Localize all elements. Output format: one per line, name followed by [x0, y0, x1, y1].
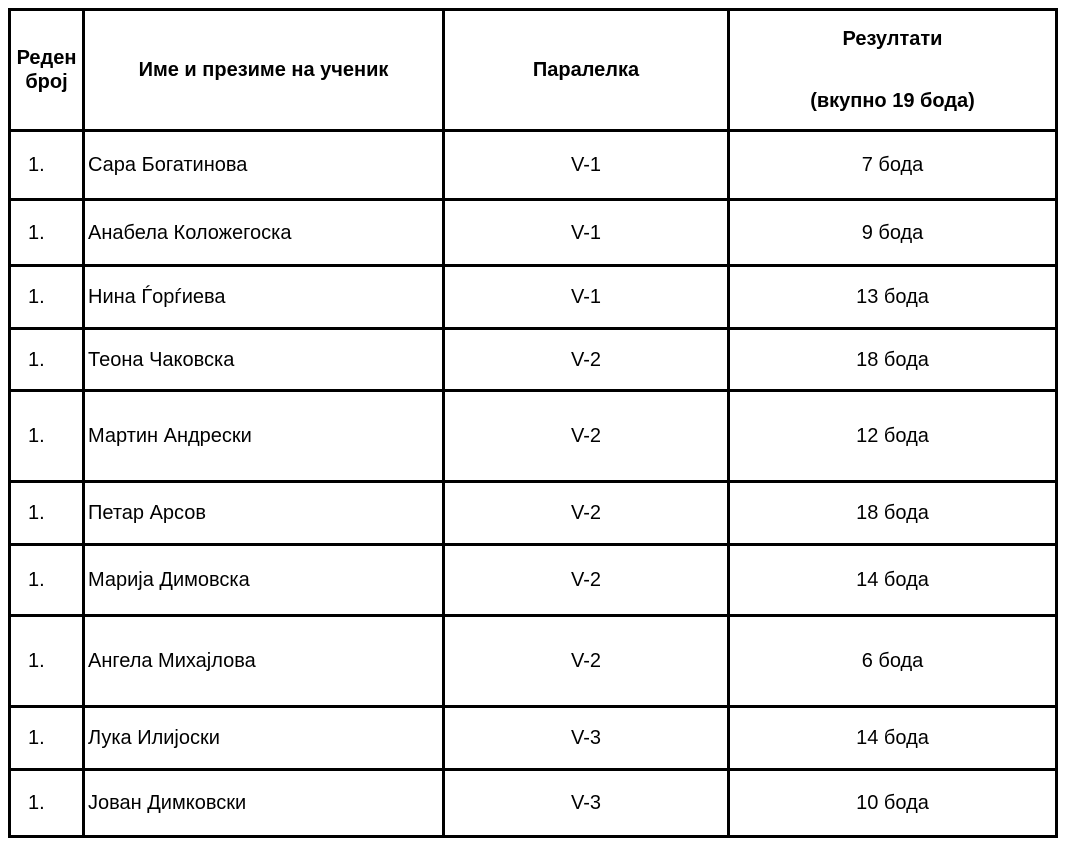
- student-result: 18 бода: [729, 482, 1057, 545]
- student-result: 10 бода: [729, 770, 1057, 837]
- student-result: 9 бода: [729, 200, 1057, 266]
- student-result: 18 бода: [729, 329, 1057, 391]
- row-number: 1.: [10, 131, 84, 200]
- student-result: 13 бода: [729, 266, 1057, 329]
- row-number: 1.: [10, 391, 84, 482]
- row-number: 1.: [10, 616, 84, 707]
- header-results-subtitle: (вкупно 19 бода): [810, 90, 975, 112]
- table-row: [10, 329, 1057, 391]
- row-number: 1.: [10, 545, 84, 616]
- table-row: [10, 200, 1057, 266]
- student-class: V-2: [444, 391, 729, 482]
- student-class: V-2: [444, 329, 729, 391]
- student-result: 7 бода: [729, 131, 1057, 200]
- student-class: V-1: [444, 266, 729, 329]
- student-class: V-1: [444, 131, 729, 200]
- table-row: [10, 770, 1057, 837]
- student-class: V-2: [444, 482, 729, 545]
- row-number: 1.: [10, 266, 84, 329]
- student-name: Сара Богатинова: [84, 131, 444, 200]
- table-row: [10, 616, 1057, 707]
- row-number: 1.: [10, 329, 84, 391]
- row-number: 1.: [10, 707, 84, 770]
- student-name: Јован Димковски: [84, 770, 444, 837]
- student-name: Лука Илијоски: [84, 707, 444, 770]
- student-class: V-2: [444, 616, 729, 707]
- student-result: 12 бода: [729, 391, 1057, 482]
- header-row: [10, 10, 1057, 131]
- table-row: [10, 131, 1057, 200]
- student-class: V-1: [444, 200, 729, 266]
- table-row: [10, 266, 1057, 329]
- header-results-title: Резултати: [842, 28, 943, 50]
- student-class: V-3: [444, 770, 729, 837]
- row-number: 1.: [10, 200, 84, 266]
- student-name: Нина Ѓорѓиева: [84, 266, 444, 329]
- header-name: Име и презиме на ученик: [84, 10, 444, 131]
- student-name: Ангела Михајлова: [84, 616, 444, 707]
- student-result: 6 бода: [729, 616, 1057, 707]
- table-row: [10, 707, 1057, 770]
- row-number: 1.: [10, 770, 84, 837]
- header-results: [729, 10, 1057, 131]
- header-number: Реден број: [10, 10, 84, 131]
- table-row: [10, 482, 1057, 545]
- student-class: V-3: [444, 707, 729, 770]
- student-name: Марија Димовска: [84, 545, 444, 616]
- student-name: Мартин Андрески: [84, 391, 444, 482]
- student-result: 14 бода: [729, 545, 1057, 616]
- header-class: Паралелка: [444, 10, 729, 131]
- table-row: [10, 545, 1057, 616]
- student-class: V-2: [444, 545, 729, 616]
- student-result: 14 бода: [729, 707, 1057, 770]
- student-name: Анабела Коложегоска: [84, 200, 444, 266]
- student-name: Петар Арсов: [84, 482, 444, 545]
- results-table: [8, 8, 1058, 838]
- student-name: Теона Чаковска: [84, 329, 444, 391]
- table-row: [10, 391, 1057, 482]
- row-number: 1.: [10, 482, 84, 545]
